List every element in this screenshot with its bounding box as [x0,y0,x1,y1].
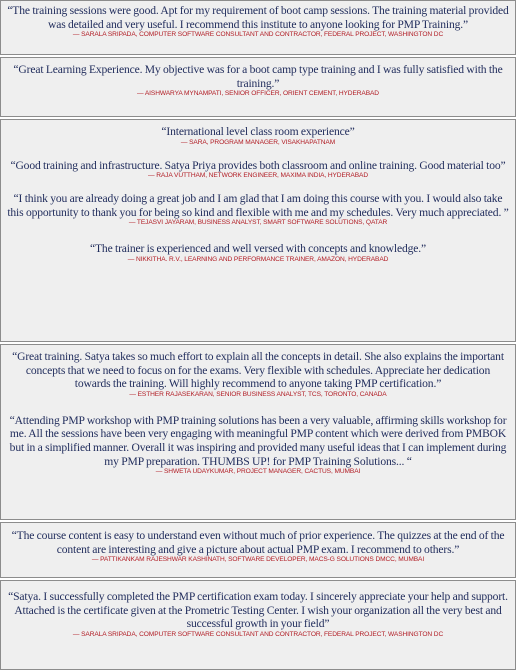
testimonial-block [0,344,516,520]
testimonial-quote: “I think you are already doing a great job and I am glad that I am doing this course with you. I would also take this opportunity to thank you for being so kind and flexible with me and my schedules. Very much appreciated. ” [7,192,509,219]
testimonial-author: — NIKKITHA. R.V., LEARNING AND PERFORMANCE TRAINER, AMAZON, HYDERABAD [127,255,389,263]
testimonial-quote: “International level class room experience” [161,125,355,138]
testimonial-author: — SARALA SRIPADA, COMPUTER SOFTWARE CONSULTANT AND CONTRACTOR, FEDERAL PROJECT, WASHINGTON DC [72,630,444,638]
testimonial-author: — SARALA SRIPADA, COMPUTER SOFTWARE CONSULTANT AND CONTRACTOR, FEDERAL PROJECT, WASHINGTON DC [72,31,444,39]
testimonial-quote: “Great training. Satya takes so much effort to explain all the concepts in detail. She also explains the important concepts that we need to focus on for the exams. Very flexible with schedules. Appreciate her dedication towards the training. Will highly recommend to anyone taking PMP certification.” [12,350,504,391]
testimonial-author: — SARA, PROGRAM MANAGER, VISAKHAPATNAM [180,138,336,146]
testimonial-quote: “Satya. I successfully completed the PMP certification exam today. I sincerely appreciate your help and support. Attached is the certificate given at the Prometric Testing Center. I wish your organization all the very best and successful growth in your field” [8,590,508,631]
testimonial-author: — ESTHER RAJASEKARAN, SENIOR BUSINESS ANALYST, TCS, TORONTO, CANADA [129,390,387,398]
testimonial-quote: “The trainer is experienced and well versed with concepts and knowledge.” [90,242,426,256]
testimonial-author: — TEJASVI JAYARAM, BUSINESS ANALYST, SMART SOFTWARE SOLUTIONS, QATAR [128,219,388,227]
testimonial-block [0,580,516,670]
testimonial-block [0,0,516,55]
testimonial-author: — AISHWARYA MYNAMPATI, SENIOR OFFICER, ORIENT CEMENT, HYDERABAD [137,90,379,98]
testimonial-quote: “Attending PMP workshop with PMP training solutions has been a very valuable, affirming skills workshop for me. All the sessions have been very engaging with meaningful PMP content which were derived from PMBOK but in a simplified manner. Overall it was inspiring and provided many useful ideas that I can implement during my PMP preparation. THUMBS UP! for PMP Training Solutions... “ [9,413,507,468]
testimonial-author: — PATTIKANKAM RAJESHWAR KASHINATH, SOFTWARE DEVELOPER, MACS-G SOLUTIONS DMCC, MUMBAI [91,556,425,564]
testimonial-block [0,119,516,342]
testimonial-quote: “Good training and infrastructure. Satya Priya provides both classroom and online training. Good material too” [10,158,506,172]
testimonial-block [0,57,516,117]
testimonial-author: — RAJA VUTTHAM, NETWORK ENGINEER, MAXIMA INDIA, HYDERABAD [148,172,368,180]
testimonial-quote: “Great Learning Experience. My objective was for a boot camp type training and I was fully satisfied with the training.” [13,63,503,90]
testimonial-author: — SHWETA UDAYKUMAR, PROJECT MANAGER, CACTUS, MUMBAI [155,468,361,476]
testimonial-block [0,522,516,578]
testimonial-quote: “The training sessions were good. Apt for my requirement of boot camp sessions. The training material provided was detailed and very useful. I recommend this institute to anyone looking for PMP Training.” [7,4,509,31]
testimonial-quote: “The course content is easy to understand even without much of prior experience. The quizzes at the end of the content are interesting and give a picture about actual PMP exam. I recommend to others.” [11,529,505,556]
